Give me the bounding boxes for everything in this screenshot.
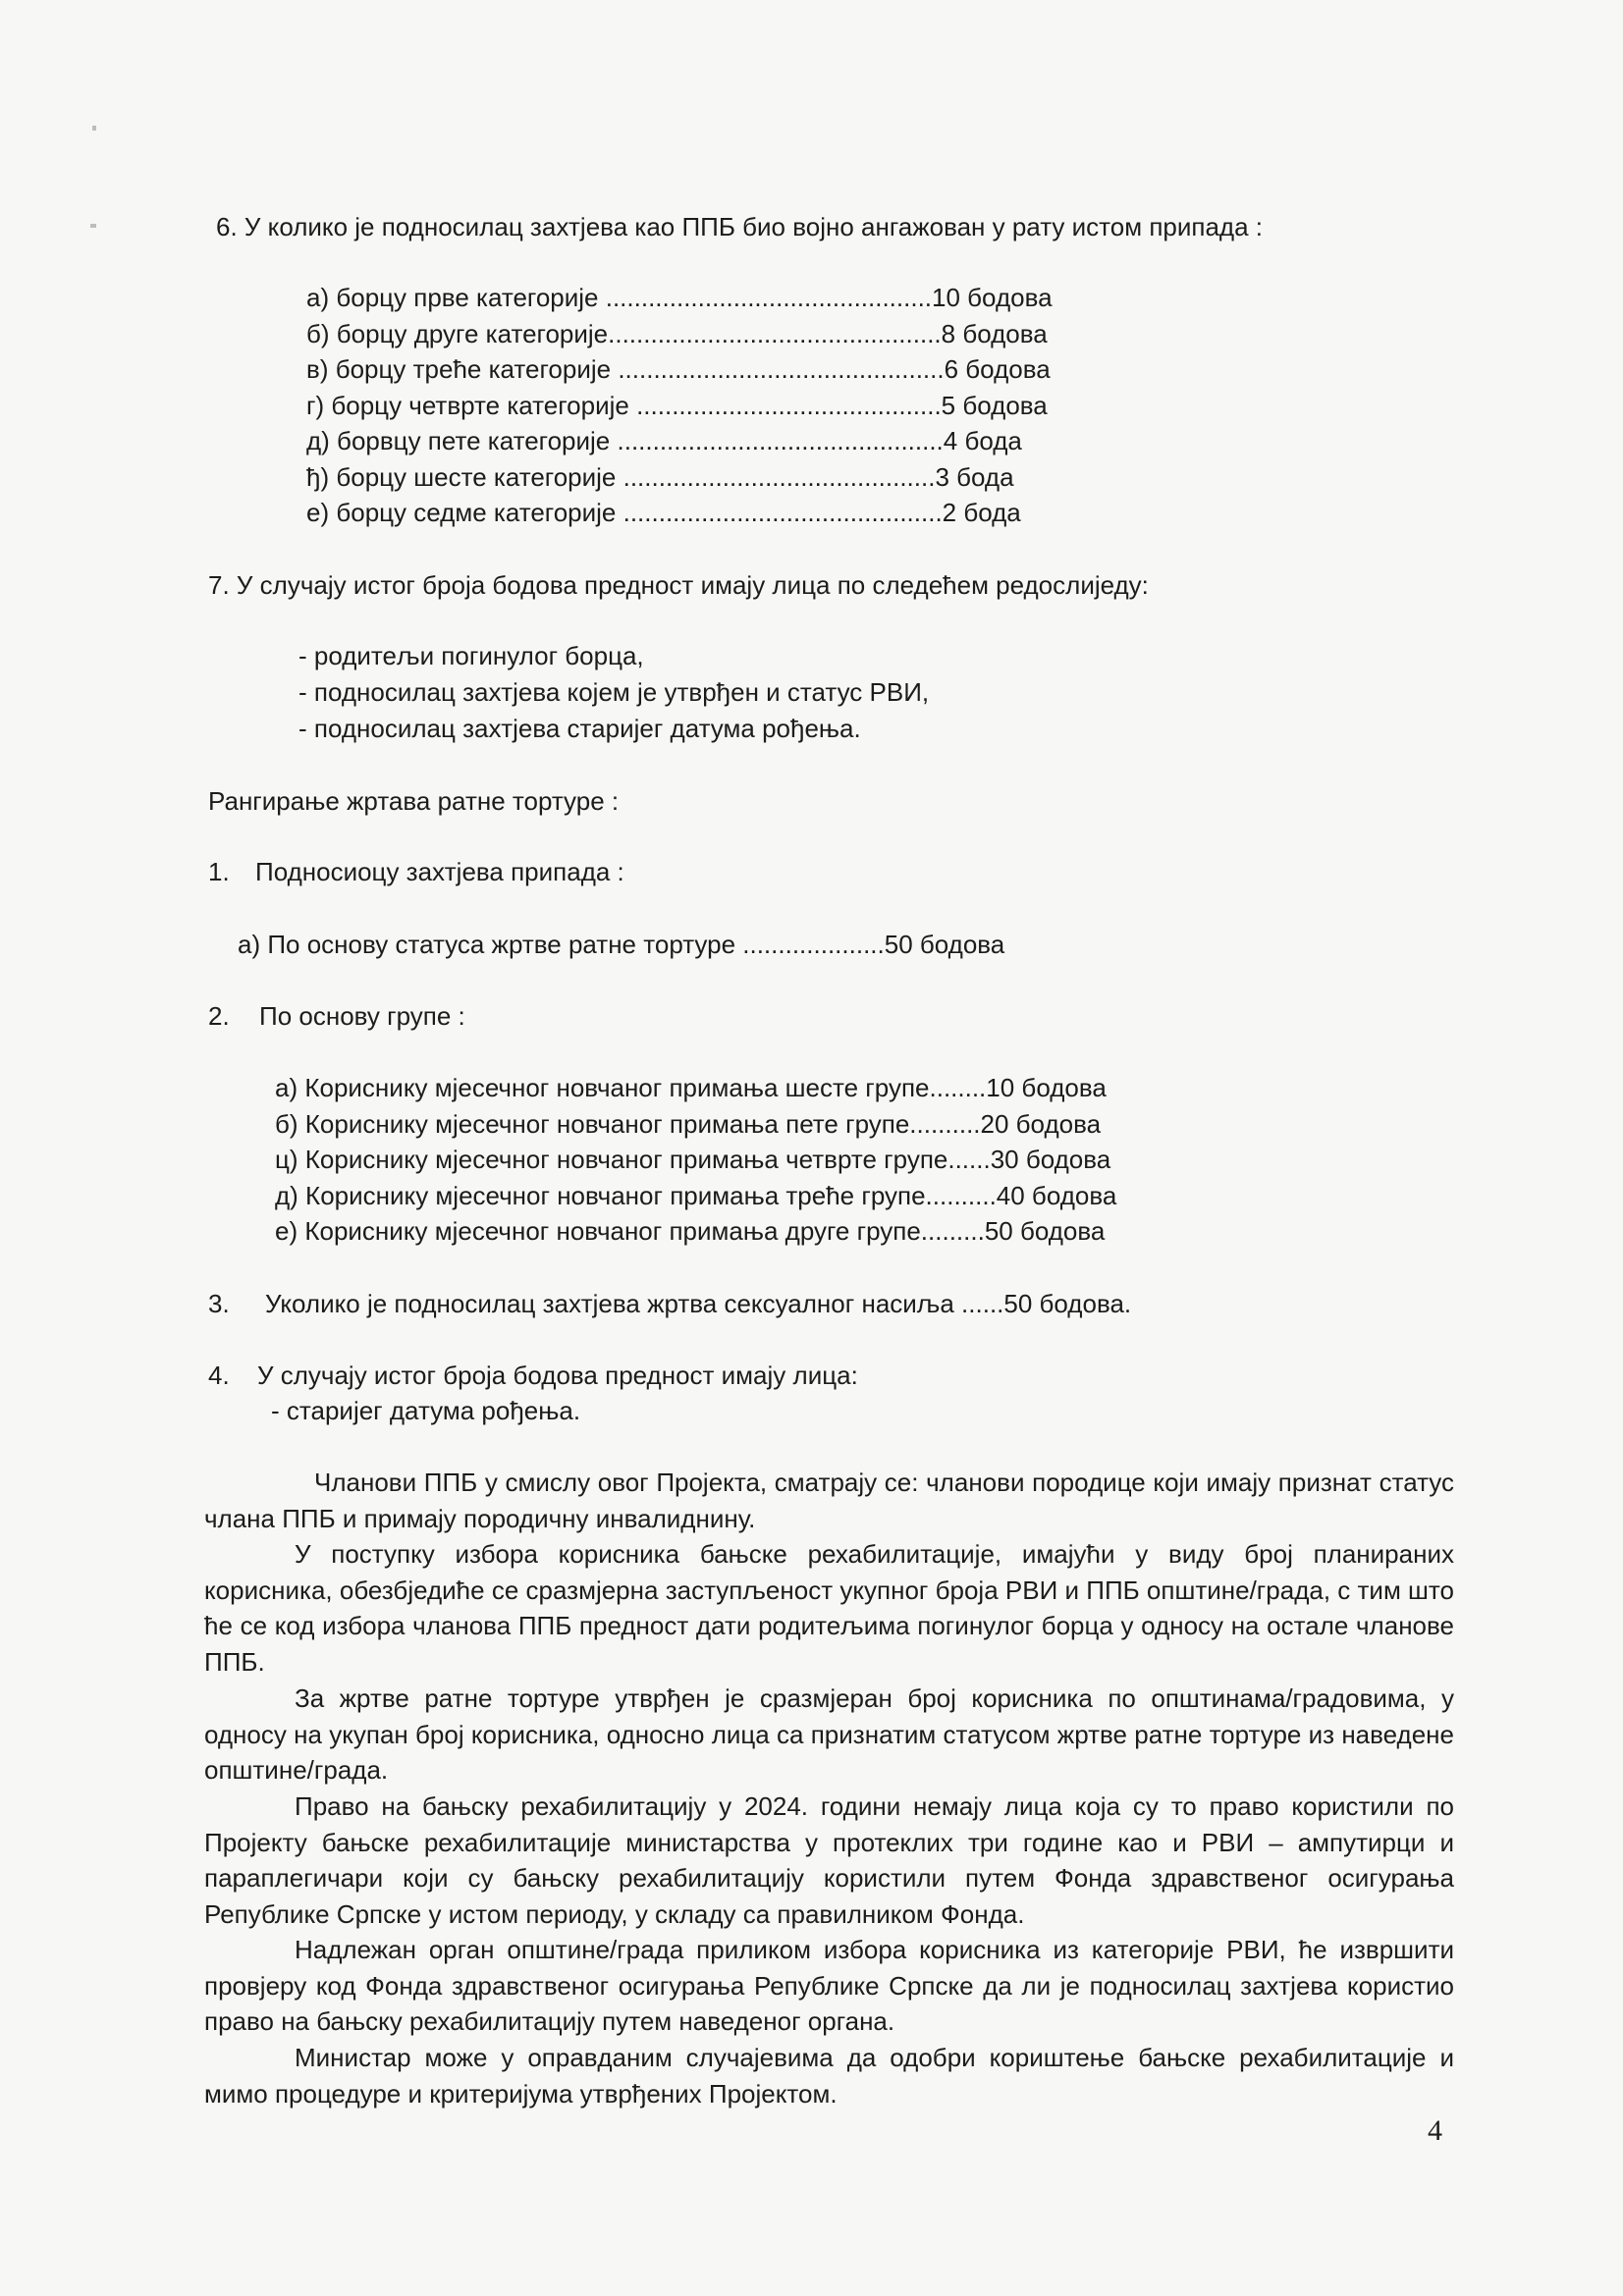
point-3-text: Уколико је подносилац захтјева жртва сексуалног насиља ......50 бодова. — [265, 1289, 1132, 1318]
paragraph-minister: Министар може у оправданим случајевима да одобри кориштење бањске рехабилитације и мимо процедуре и критеријума утврђених Пројектом. — [204, 2043, 1454, 2109]
list-item: ђ) борцу шесте категорије ............................................3 бода — [306, 461, 1014, 492]
scan-speck — [92, 126, 96, 131]
section-7-list — [298, 638, 929, 747]
point-1-number: 1. — [208, 857, 230, 886]
list-item: г) борцу четврте категорије ...........................................5 бодова — [306, 390, 1048, 420]
point-1-text: Подносиоцу захтјева припада : — [255, 857, 624, 886]
list-item: ц) Кориснику мјесечног новчаног примања четврте групе......30 бодова — [275, 1145, 1111, 1174]
paragraph-selection: У поступку избора корисника бањске рехабилитације, имајући у виду број планираних корисника, обезбједиће се сразмјерна заступљеност укупног броја РВИ и ППБ општине/града, с тим што ће се код избора чланова ППБ предност дати родитељима погинулог борца у односу на остале чланове ППБ. — [204, 1539, 1454, 1677]
page-number: 4 — [1428, 2114, 1442, 2147]
scan-speck — [90, 224, 96, 228]
paragraph-authority-check: Надлежан орган општине/града приликом избора корисника из категорије РВИ, ће извршити провјеру код Фонда здравственог осигурања Републике Српске да ли је подносилац захтјева користио право на бањску рехабилитацију путем наведеног органа. — [204, 1935, 1454, 2037]
list-item: в) борцу треће категорије ..............................................6 бодова — [306, 354, 1051, 384]
point-4-text: У случају истог броја бодова предност имају лица: — [257, 1361, 858, 1390]
paragraph-torture-victims: За жртве ратне тортуре утврђен је сразмјеран број корисника по општинама/градовима, у односу на укупан број корисника, односно лица са признатим статусом жртве ратне тортуре из наведене општине/града. — [204, 1683, 1454, 1786]
section-7-heading: 7. У случају истог броја бодова предност имају лица по следећем редослиједу: — [208, 570, 1149, 600]
list-item: - родитељи погинулог борца, — [298, 641, 644, 670]
point-4-sub-text: - старијег датума рођења. — [271, 1396, 581, 1425]
list-item: а) борцу прве категорије ..............................................10 бодова — [306, 283, 1053, 312]
list-item: б) Кориснику мјесечног новчаног примања пете групе..........20 бодова — [275, 1108, 1102, 1139]
point-2-number: 2. — [208, 1001, 230, 1031]
section-6-heading: 6. У колико је подносилац захтјева као ППБ био војно ангажован у рату истом припада : — [216, 212, 1263, 241]
list-item: е) Кориснику мјесечног новчаног примања друге групе.........50 бодова — [275, 1216, 1106, 1246]
point-2-text: По основу групе : — [259, 1001, 465, 1031]
point-3-number: 3. — [208, 1289, 230, 1318]
paragraph-right-exclusion: Право на бањску рехабилитацију у 2024. години немају лица која су то право користили по Пројекту бањске рехабилитације министарства у протеклих три године као и РВИ – ампутирци и параплегичари који су бањску рехабилитацију користили путем Фонда здравственог осигурања Републике Српске у истом периоду, у складу са правилником Фонда. — [204, 1791, 1454, 1929]
list-item: - подносилац захтјева којем је утврђен и статус РВИ, — [298, 677, 930, 707]
paragraph-ppb-members: Чланови ППБ у смислу овог Пројекта, сматрају се: чланови породице који имају признат статус члана ППБ и примају породичну инвалиднину. — [204, 1468, 1454, 1533]
list-item: - подносилац захтјева старијег датума рођења. — [298, 714, 861, 743]
point-1a-text: а) По основу статуса жртве ратне тортуре ....................50 бодова — [238, 930, 1005, 959]
list-item: д) Кориснику мјесечног новчаног примања треће групе..........40 бодова — [275, 1180, 1117, 1210]
point-2-list — [275, 1070, 1116, 1250]
list-item: д) борвцу пете категорије ..............................................4 бода — [306, 426, 1022, 455]
list-item: б) борцу друге категорије...............................................8 бодова — [306, 318, 1048, 348]
point-4-number: 4. — [208, 1361, 230, 1390]
list-item: е) борцу седме категорије .............................................2 бода — [306, 498, 1021, 527]
torture-ranking-heading: Рангирање жртава ратне тортуре : — [208, 786, 620, 816]
section-6-list — [306, 280, 1053, 531]
list-item: а) Кориснику мјесечног новчаног примања шесте групе........10 бодова — [275, 1073, 1107, 1102]
